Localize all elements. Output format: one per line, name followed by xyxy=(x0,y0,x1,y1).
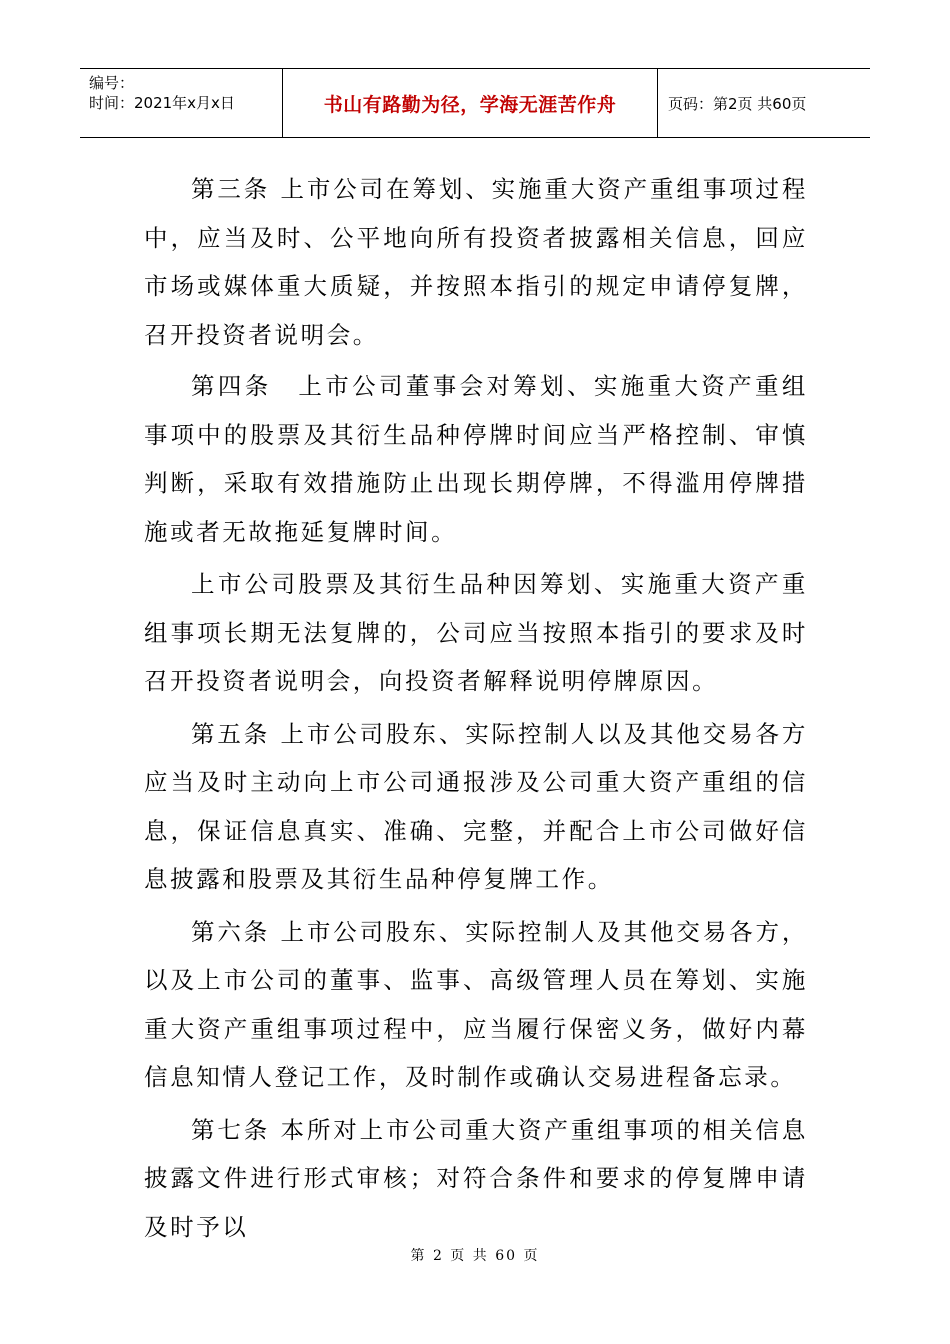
header-motto: 书山有路勤为径，学海无涯苦作舟 xyxy=(323,93,617,116)
paragraph-article-3: 第三条 上市公司在筹划、实施重大资产重组事项过程中，应当及时、公平地向所有投资者披露相关信息，回应市场或媒体重大质疑，并按照本指引的规定申请停复牌，召开投资者说明会。 xyxy=(144,175,808,349)
document-date: 时间：2021年x月x日 xyxy=(89,94,235,112)
document-number-label: 编号： xyxy=(89,74,135,92)
header-page-info: 页码：第2页 共60页 xyxy=(668,94,807,113)
header-motto-cell xyxy=(283,69,658,137)
document-body xyxy=(144,165,808,1251)
header-meta-cell xyxy=(80,69,283,137)
paragraph-article-4: 第四条 上市公司董事会对筹划、实施重大资产重组事项中的股票及其衍生品种停牌时间应当严格控制、审慎判断，采取有效措施防止出现长期停牌，不得滥用停牌措施或者无故拖延复牌时间。 xyxy=(144,372,808,546)
page-footer: 第 2 页 共 60 页 xyxy=(410,1248,540,1264)
paragraph-article-5: 第五条 上市公司股东、实际控制人以及其他交易各方应当及时主动向上市公司通报涉及公司重大资产重组的信息，保证信息真实、准确、完整，并配合上市公司做好信息披露和股票及其衍生品种停复牌工作。 xyxy=(144,719,808,893)
paragraph-article-7: 第七条 本所对上市公司重大资产重组事项的相关信息披露文件进行形式审核；对符合条件和要求的停复牌申请及时予以 xyxy=(144,1115,808,1241)
paragraph-article-6: 第六条 上市公司股东、实际控制人及其他交易各方，以及上市公司的董事、监事、高级管理人员在筹划、实施重大资产重组事项过程中，应当履行保密义务，做好内幕信息知情人登记工作，及时制作或确认交易进程备忘录。 xyxy=(144,917,808,1091)
header-page-cell xyxy=(658,69,870,137)
paragraph-article-4-continued: 上市公司股票及其衍生品种因筹划、实施重大资产重组事项长期无法复牌的，公司应当按照本指引的要求及时召开投资者说明会，向投资者解释说明停牌原因。 xyxy=(144,570,808,695)
document-header xyxy=(80,68,870,138)
